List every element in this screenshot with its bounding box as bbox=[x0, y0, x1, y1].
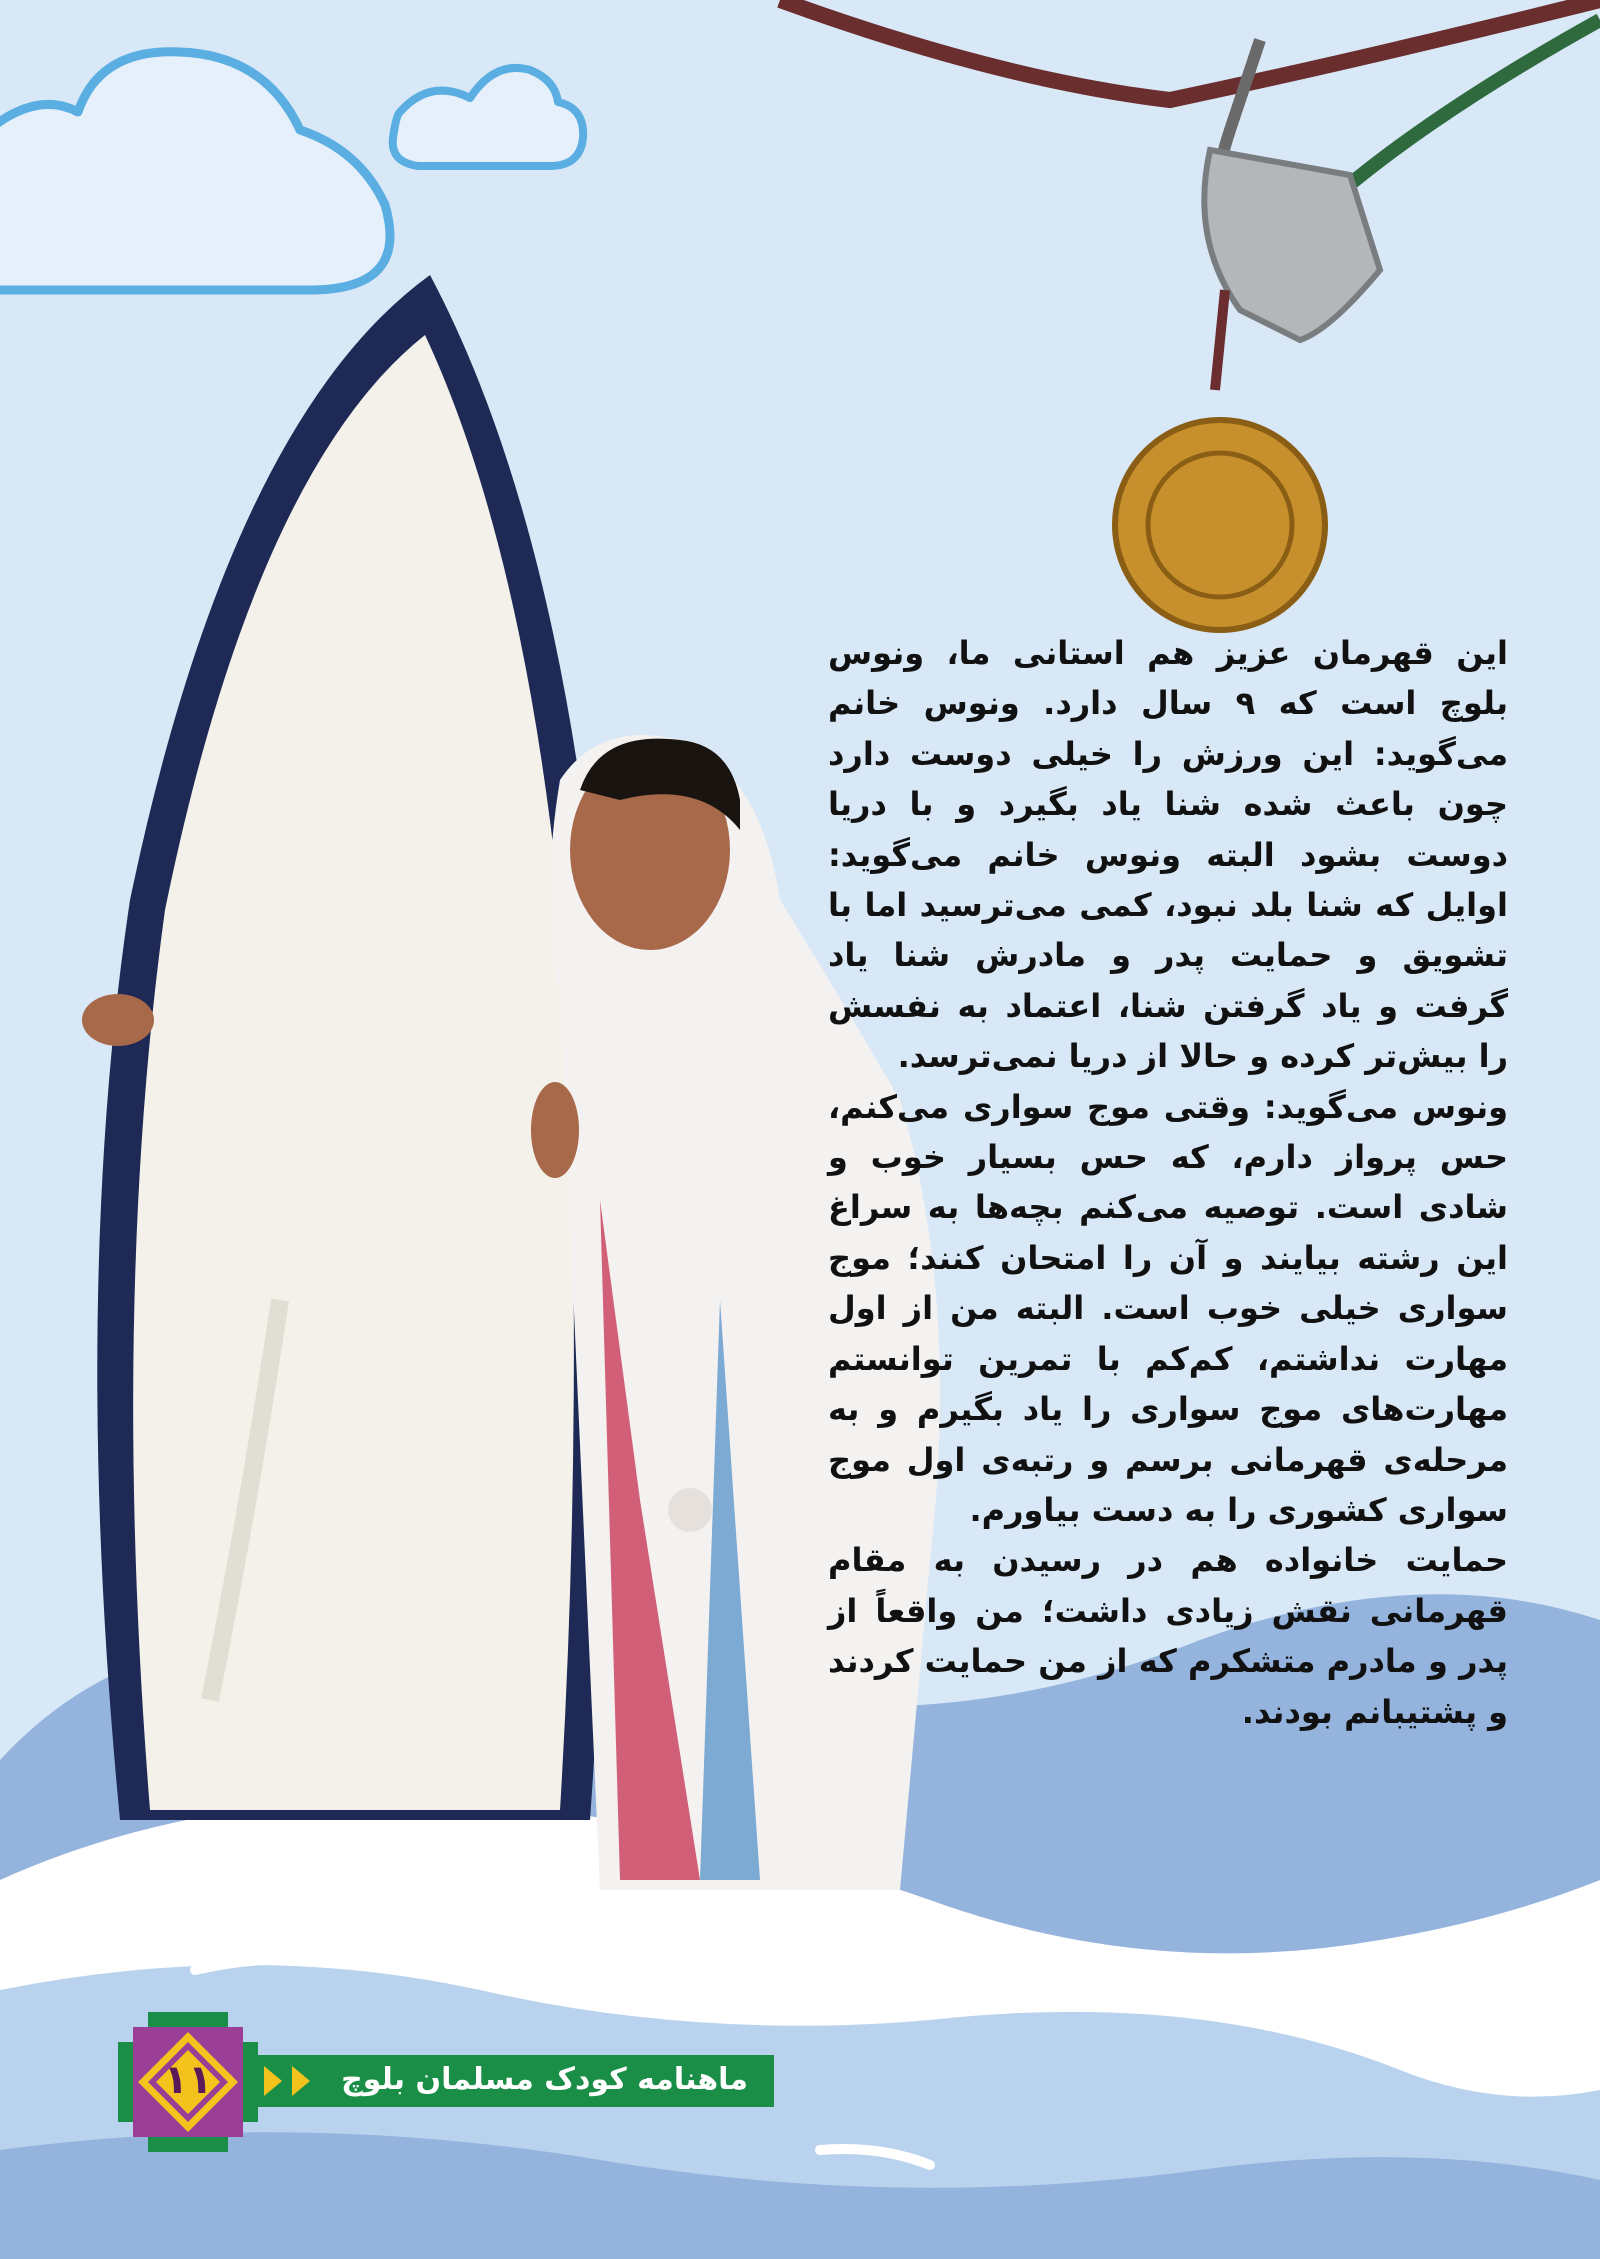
article-paragraph-quote: ونوس می‌گوید: وقتی موج سواری می‌کنم، حس پرواز دارم، که حس بسیار خوب و شادی است. توصیه می‌کنم بچه‌ها به سراغ این رشته بیایند و آن را امتحان کنند؛ موج سواری خیلی خوب است. البته من از اول مهارت نداشتم، کم‌کم با تمرین توانستم مهارت‌های موج سواری را یاد بگیرم و به مرحله‌ی قهرمانی برسم و رتبه‌ی اول موج سواری کشوری را به دست بیاورم. bbox=[828, 1087, 1508, 1529]
article-body bbox=[828, 628, 1508, 1737]
chevron-right-icon bbox=[262, 2064, 322, 2098]
cloud-outline-small bbox=[393, 68, 583, 166]
cloud-outline-large bbox=[0, 52, 390, 290]
magazine-name: ماهنامه کودک مسلمان بلوچ bbox=[341, 2062, 748, 2097]
surfboard-photo bbox=[97, 275, 608, 1820]
article-paragraph-family: حمایت خانواده هم در رسیدن به مقام قهرمانی نقش زیادی داشت؛ من واقعاً از پدر و مادرم متشکرم که از من حمایت کردند و پشتیبانم بودند. bbox=[828, 1541, 1508, 1731]
article-paragraph-intro: این قهرمان عزیز هم استانی ما، ونوس بلوچ است که ۹ سال دارد. ونوس خانم می‌گوید: این ورزش را خیلی دوست دارد چون باعث شده شنا یاد بگیرد و با دریا دوست بشود البته ونوس خانم می‌گوید: اوایل که شنا بلد نبود، کمی می‌ترسید اما با تشویق و حمایت پدر و مادرش شنا یاد گرفت و یاد گرفتن شنا، اعتماد به نفسش را بیش‌تر کرده و حالا از دریا نمی‌ترسد. bbox=[828, 634, 1509, 1076]
page-number: ۱۱ bbox=[163, 2057, 213, 2103]
medal-photo bbox=[780, 0, 1600, 630]
